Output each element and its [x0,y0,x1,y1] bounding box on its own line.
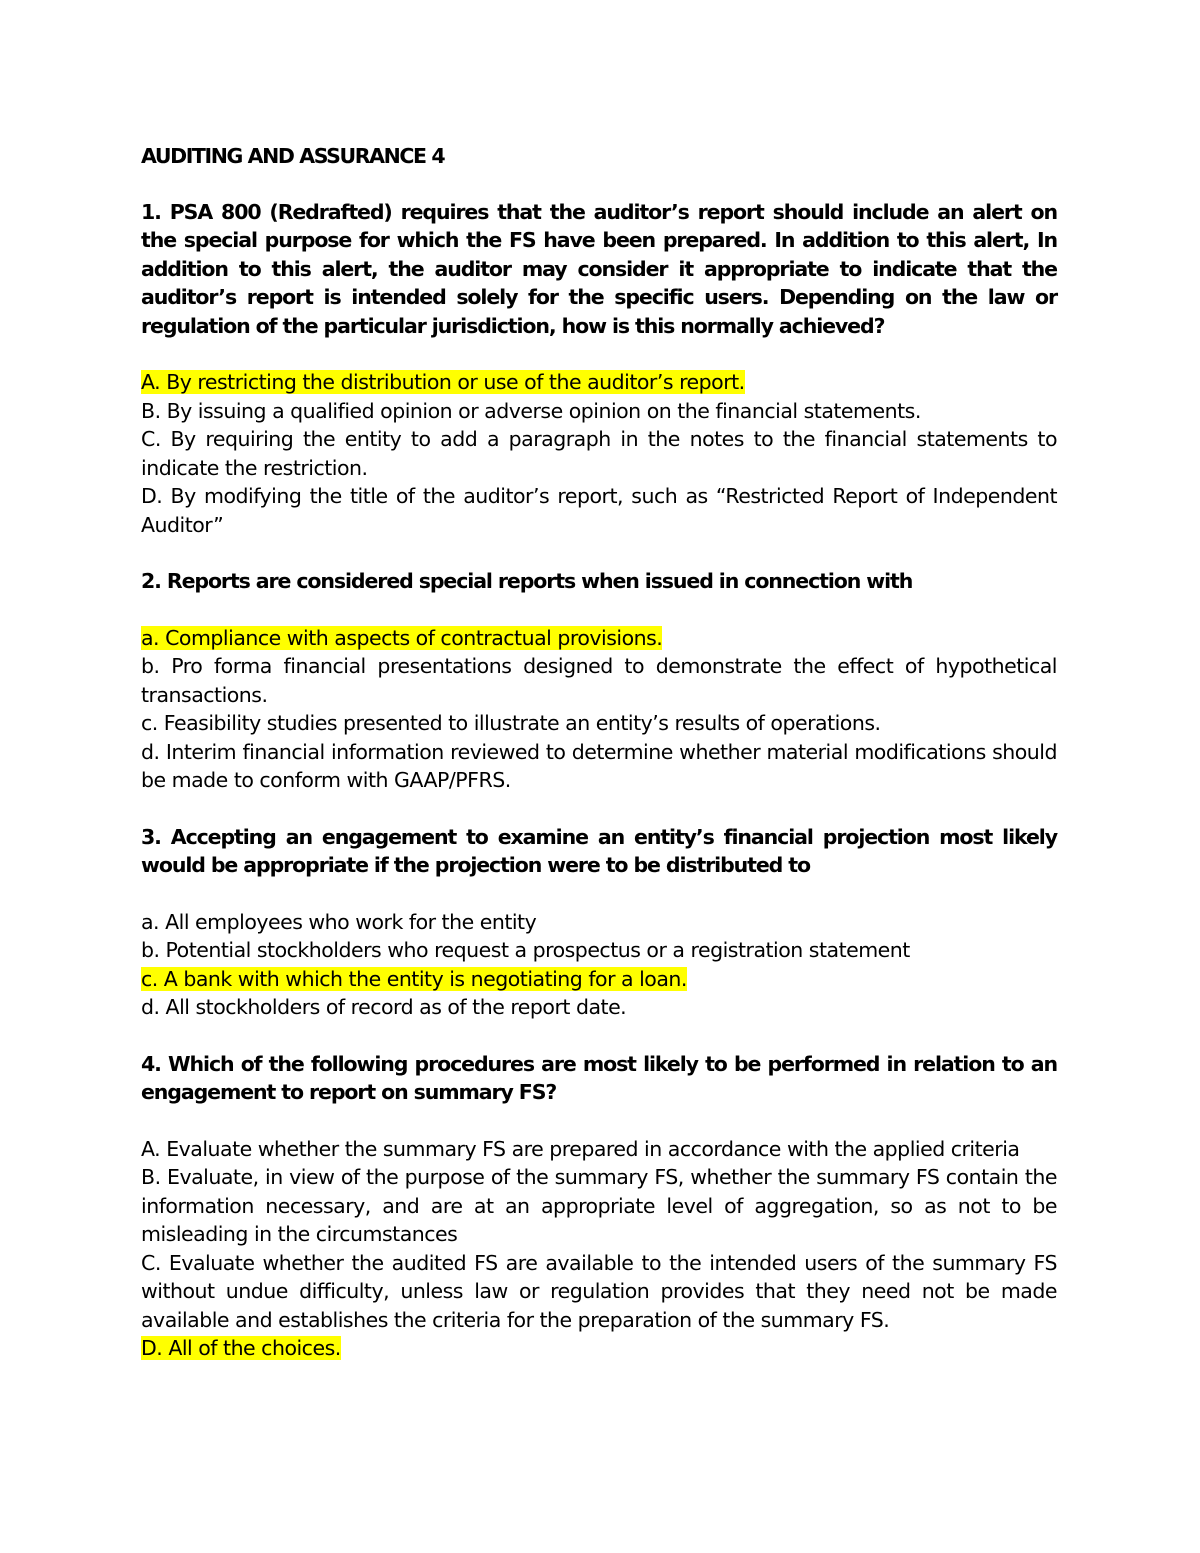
question-text: 4. Which of the following procedures are most likely to be performed in relation to an engagement to report on summary FS? [141,1051,1057,1104]
choice-text: C. By requiring the entity to add a paragraph in the notes to the financial statements to indicate the restriction. [141,427,1057,480]
choice-text: A. Evaluate whether the summary FS are prepared in accordance with the applied criteria [141,1136,1020,1161]
question-text: 3. Accepting an engagement to examine an entity’s financial projection most likely would be appropriate if the projection were to be distributed to [141,824,1057,877]
choice-text: d. All stockholders of record as of the report date. [141,995,627,1019]
choice-item-correct [141,965,1057,994]
choice-text: a. All employees who work for the entity [141,909,537,934]
choice-text: a. Compliance with aspects of contractual provisions. [141,625,663,650]
question-block [141,823,1057,1022]
choice-item [141,425,1057,482]
question-text: 2. Reports are considered special reports when issued in connection with [141,569,913,593]
choice-item [141,709,1057,738]
choice-item [141,993,1057,1022]
choice-item-correct [141,368,1057,397]
choice-item [141,936,1057,965]
document-title: AUDITING AND ASSURANCE 4 [141,144,445,168]
question-block [141,198,1057,540]
choice-item [141,1163,1057,1249]
choice-text: b. Potential stockholders who request a prospectus or a registration statement [141,938,910,962]
choice-text: D. All of the choices. [141,1336,341,1360]
question-text: 1. PSA 800 (Redrafted) requires that the auditor’s report should include an alert on the special purpose for which the FS have been prepared. In addition to this alert, In addition to this alert, the auditor may consider it appropriate to indicate that the auditor’s report is intended solely for the specific users. Depending on the law or regulation of the particular jurisdiction, how is this normally achieved? [141,199,1057,338]
choice-text: B. By issuing a qualified opinion or adverse opinion on the financial statements. [141,398,921,423]
choice-item [141,1249,1057,1335]
choice-list [141,624,1057,795]
choice-list [141,908,1057,1022]
choice-item-correct [141,1334,1057,1363]
choice-list [141,368,1057,539]
choice-text: c. Feasibility studies presented to illustrate an entity’s results of operations. [141,711,881,735]
choice-text: d. Interim financial information reviewed to determine whether material modifications should be made to conform with GAAP/PFRS. [141,739,1057,792]
choice-item [141,652,1057,709]
choice-item [141,908,1057,937]
choice-item [141,1135,1057,1164]
choice-item [141,738,1057,795]
choice-text: D. By modifying the title of the auditor’s report, such as “Restricted Report of Independent Auditor” [141,484,1057,537]
choice-list [141,1135,1057,1363]
choice-item [141,397,1057,426]
choice-text: c. A bank with which the entity is negotiating for a loan. [141,966,687,991]
choice-item-correct [141,624,1057,653]
choice-text: b. Pro forma financial presentations designed to demonstrate the effect of hypothetical transactions. [141,654,1057,707]
document-page [141,142,1057,1391]
choice-text: C. Evaluate whether the audited FS are available to the intended users of the summary FS without undue difficulty, unless law or regulation provides that they need not be made available and establishes the criteria for the preparation of the summary FS. [141,1250,1057,1332]
choice-item [141,482,1057,539]
choice-text: A. By restricting the distribution or use of the auditor’s report. [141,370,745,394]
question-block [141,567,1057,795]
choice-text: B. Evaluate, in view of the purpose of the summary FS, whether the summary FS contain the information necessary, and are at an appropriate level of aggregation, so as not to be misleading in the circumstances [141,1165,1057,1246]
question-block [141,1050,1057,1363]
